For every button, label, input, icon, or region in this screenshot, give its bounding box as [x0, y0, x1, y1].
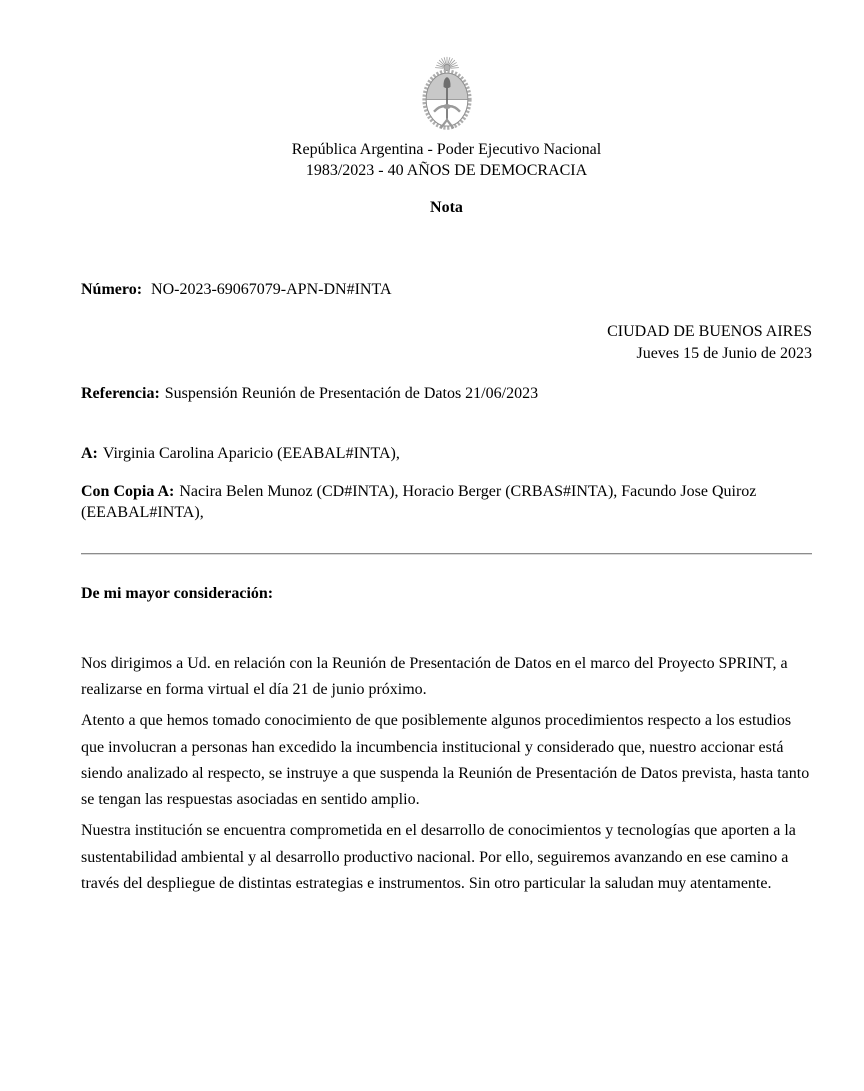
- numero-value: NO-2023-69067079-APN-DN#INTA: [151, 281, 392, 298]
- argentina-coat-of-arms-icon: [407, 55, 487, 133]
- recipient-value: Virginia Carolina Aparicio (EEABAL#INTA),: [102, 445, 400, 462]
- header-body-divider: [81, 553, 812, 555]
- referencia-label: Referencia:: [81, 385, 160, 402]
- body-paragraph-1: Nos dirigimos a Ud. en relación con la Reunión de Presentación de Datos en el marco del Proyecto SPRINT, a realizarse en forma virtual el día 21 de junio próximo.: [81, 655, 788, 699]
- recipient-line: [81, 443, 812, 464]
- cc-line: [81, 482, 812, 523]
- letter-body: [81, 651, 812, 897]
- recipient-label: A:: [81, 445, 98, 462]
- document-type-title: Nota: [430, 199, 463, 216]
- referencia-value: Suspensión Reunión de Presentación de Datos 21/06/2023: [164, 385, 539, 402]
- document-number-line: [81, 281, 812, 299]
- cc-value: Nacira Belen Munoz (CD#INTA), Horacio Berger (CRBAS#INTA), Facundo Jose Quiroz (EEABAL#INTA),: [81, 483, 757, 521]
- city-line: CIUDAD DE BUENOS AIRES: [607, 323, 812, 340]
- reference-line: [81, 385, 812, 403]
- place-date-block: [81, 321, 812, 365]
- salutation: De mi mayor consideración:: [81, 585, 274, 602]
- letterhead: [81, 55, 812, 217]
- date-line: Jueves 15 de Junio de 2023: [636, 345, 812, 362]
- numero-label: Número:: [81, 281, 143, 298]
- body-paragraph-3: Nuestra institución se encuentra comprometida en el desarrollo de conocimientos y tecnologías que aporten a la sustentabilidad ambiental y al desarrollo productivo nacional. Por ello, seguiremos avanzando en ese camino a través del despliegue de distintas estrategias e instrumentos. Sin otro particular la saludan muy atentamente.: [81, 822, 796, 892]
- body-paragraph-2: Atento a que hemos tomado conocimiento de que posiblemente algunos procedimientos respecto a los estudios que involucran a personas han excedido la incumbencia institucional y considerado que, nuestro accionar está siendo analizado al respecto, se instruye a que suspenda la Reunión de Presentación de Datos prevista, hasta tanto se tengan las respuestas asociadas en sentido amplio.: [81, 712, 810, 809]
- letterhead-line-1: República Argentina - Poder Ejecutivo Nacional: [291, 141, 602, 158]
- cc-label: Con Copia A:: [81, 483, 175, 500]
- letterhead-line-2: 1983/2023 - 40 AÑOS DE DEMOCRACIA: [305, 162, 588, 179]
